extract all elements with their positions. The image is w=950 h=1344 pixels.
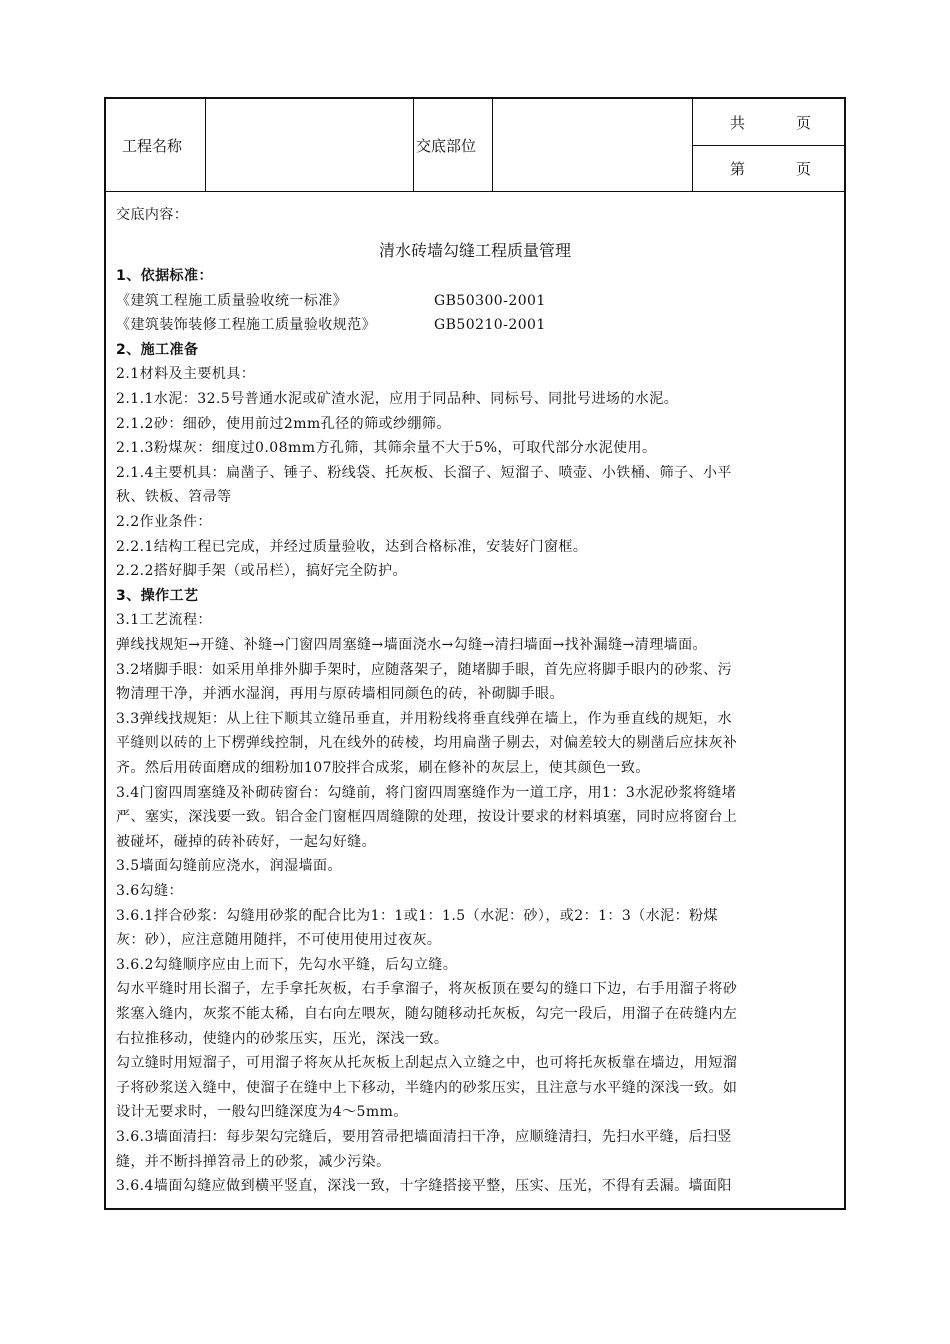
line-text: 3.1工艺流程：: [116, 612, 212, 629]
project-name-label: 工程名称: [122, 137, 183, 155]
content-line: [116, 610, 838, 630]
line-text: 严、塞实，深浅要一致。铝合金门窗框四周缝隙的处理，按设计要求的材料填塞，同时应将窗台上: [116, 809, 738, 826]
line-text: 3.6.3墙面清扫：每步架勾完缝后，要用笤帚把墙面清扫干净，应顺缝清扫，先扫水平缝，后扫竖: [116, 1129, 732, 1145]
content-line: [116, 955, 838, 975]
form-header: [106, 99, 844, 192]
content-line: [116, 512, 838, 532]
content-line: [116, 635, 838, 655]
line-text: 2.1.4主要机具：扁凿子、锤子、粉线袋、托灰板、长溜子、短溜子、喷壶、小铁桶、筛子、小平: [116, 464, 732, 481]
location-label: 交底部位: [416, 137, 477, 155]
content-line: [116, 291, 838, 311]
line-text: 3.2堵脚手眼：如采用单排外脚手架时，应随落架子，随堵脚手眼，首先应将脚手眼内的砂浆、污: [116, 661, 733, 678]
line-text: 1、依据标准：: [116, 268, 213, 284]
line-text: 右拉推移动，使缝内的砂浆压实，压光，深浅一致。: [116, 1030, 449, 1047]
line-text: 3.6.4墙面勾缝应做到横平竖直，深浅一致，十字缝搭接平整，压实、压光，不得有丢漏。墙面阳: [116, 1178, 732, 1195]
content-line: [116, 758, 838, 778]
content-line: [116, 684, 838, 704]
line-text: 平缝则以砖的上下楞弹线控制，凡在线外的砖棱，均用扁凿子剔去，对偏差较大的剔凿后应抹灰补: [116, 735, 738, 752]
line-text: 2、施工准备: [116, 341, 199, 358]
line-text: 3.5墙面勾缝前应浇水，润湿墙面。: [116, 858, 342, 875]
line-text: 被碰坏，碰掉的砖补砖好，一起勾好缝。: [116, 833, 377, 850]
content-line: [116, 1102, 838, 1122]
line-text: 2.2作业条件：: [116, 514, 212, 530]
content-line: [116, 463, 838, 483]
content-line: [116, 1029, 838, 1049]
line-text: 2.1.1水泥：32.5号普通水泥或矿渣水泥，应用于同品种、同标号、同批号进场的水泥。: [116, 391, 679, 407]
line-text: 子将砂浆送入缝中，使溜子在缝中上下移动，半缝内的砂浆压实，且注意与水平缝的深浅一致。如: [116, 1079, 738, 1096]
content-line: [116, 1176, 838, 1196]
content-line: [116, 1078, 838, 1098]
divider: [413, 99, 414, 191]
line-text: 3.4门窗四周塞缝及补砌砖窗台：勾缝前，将门窗四周塞缝作为一道工序，用1：3水泥砂浆将缝堵: [116, 784, 737, 801]
divider: [492, 99, 493, 191]
divider: [205, 99, 206, 191]
line-text: 2.1材料及主要机具：: [116, 366, 256, 383]
line-text: 2.2.1结构工程已完成，并经过质量验收，达到合格标准，安装好门窗框。: [116, 538, 588, 555]
content-line: [116, 537, 838, 557]
line-text: 2.1.2砂：细砂，使用前过2mm孔径的筛或纱绷筛。: [116, 415, 451, 432]
line-text: 物清理干净，并洒水湿润，再用与原砖墙相同颜色的砖，补砌脚手眼。: [116, 686, 564, 703]
line-text: 弹线找规矩→开缝、补缝→门窗四周塞缝→墙面浇水→勾缝→清扫墙面→找补漏缝→清理墙面。: [116, 637, 708, 653]
line-text: 3.3弹线找规矩：从上往下顺其立缝吊垂直，并用粉线将垂直线弹在墙上，作为垂直线的规矩，水: [116, 710, 733, 727]
line-text: 齐。然后用砖面磨成的细粉加107胶拌合成浆，刷在修补的灰层上，使其颜色一致。: [116, 760, 650, 776]
line-text: 勾立缝时用短溜子，可用溜子将灰从托灰板上刮起点入立缝之中，也可将托灰板靠在墙边，用短溜: [116, 1055, 738, 1072]
divider: [692, 145, 844, 146]
line-text: 3.6.1拌合砂浆：勾缝用砂浆的配合比为1：1或1：1.5（水泥：砂），或2：1：3（水泥：粉煤: [116, 907, 718, 924]
content-line: [116, 660, 838, 680]
content-line: [116, 438, 838, 458]
line-text: 2.1.3粉煤灰：细度过0.08mm方孔筛，其筛余量不大于5%，可取代部分水泥使用。: [116, 440, 657, 457]
page-number-label: 第: [730, 160, 746, 178]
content-line: [116, 979, 838, 999]
page-number-unit: 页: [796, 160, 812, 178]
standard-code: GB50210-2001: [434, 317, 546, 334]
line-text: 《建筑装饰装修工程施工质量验收规范》: [116, 317, 377, 334]
line-text: 2.2.2搭好脚手架（或吊栏），搞好完全防护。: [116, 563, 407, 580]
content-line: [116, 930, 838, 950]
content-line: [116, 315, 838, 335]
section-heading: [116, 586, 838, 606]
content-line: [116, 906, 838, 926]
line-text: 3、操作工艺: [116, 587, 199, 604]
content-line: [116, 1127, 838, 1147]
content-line: [116, 733, 838, 753]
content-line: [116, 1152, 838, 1172]
content-line: [116, 414, 838, 434]
content-line: [116, 487, 838, 507]
content-line: [116, 856, 838, 876]
line-text: 秋、铁板、笤帚等: [116, 489, 232, 506]
section-heading: [116, 340, 838, 360]
content-line: [116, 783, 838, 803]
content-line: [116, 561, 838, 581]
content-line: [116, 1053, 838, 1073]
line-text: 缝，并不断抖掸笤帚上的砂浆，减少污染。: [116, 1153, 391, 1170]
content-line: [116, 881, 838, 901]
content-line: [116, 832, 838, 852]
line-text: 设计无要求时，一般勾凹缝深度为4～5mm。: [116, 1104, 408, 1121]
line-text: 3.6.2勾缝顺序应由上而下，先勾水平缝，后勾立缝。: [116, 956, 458, 973]
line-text: 《建筑工程施工质量验收统一标准》: [116, 292, 348, 309]
line-text: 灰：砂），应注意随用随拌，不可使用使用过夜灰。: [116, 932, 442, 949]
disclosure-form: [104, 97, 846, 1210]
total-pages-label: 共: [730, 114, 746, 132]
line-text: 3.6勾缝：: [116, 883, 183, 899]
page-title: 清水砖墙勾缝工程质量管理: [378, 241, 571, 260]
content-line: [116, 389, 838, 409]
total-pages-unit: 页: [796, 114, 812, 132]
content-line: [116, 709, 838, 729]
section-heading: [116, 266, 838, 286]
content-line: [116, 807, 838, 827]
line-text: 浆塞入缝内，灰浆不能太稀，自右向左喂灰，随勾随移动托灰板，勾完一段后，用溜子在砖缝内左: [116, 1006, 738, 1022]
content-intro-label: 交底内容：: [116, 207, 189, 223]
content-line: [116, 1004, 838, 1024]
standard-code: GB50300-2001: [434, 292, 546, 309]
content-line: [116, 364, 838, 384]
line-text: 勾水平缝时用长溜子，左手拿托灰板，右手拿溜子，将灰板顶在要勾的缝口下边，右手用溜子将砂: [116, 981, 738, 998]
